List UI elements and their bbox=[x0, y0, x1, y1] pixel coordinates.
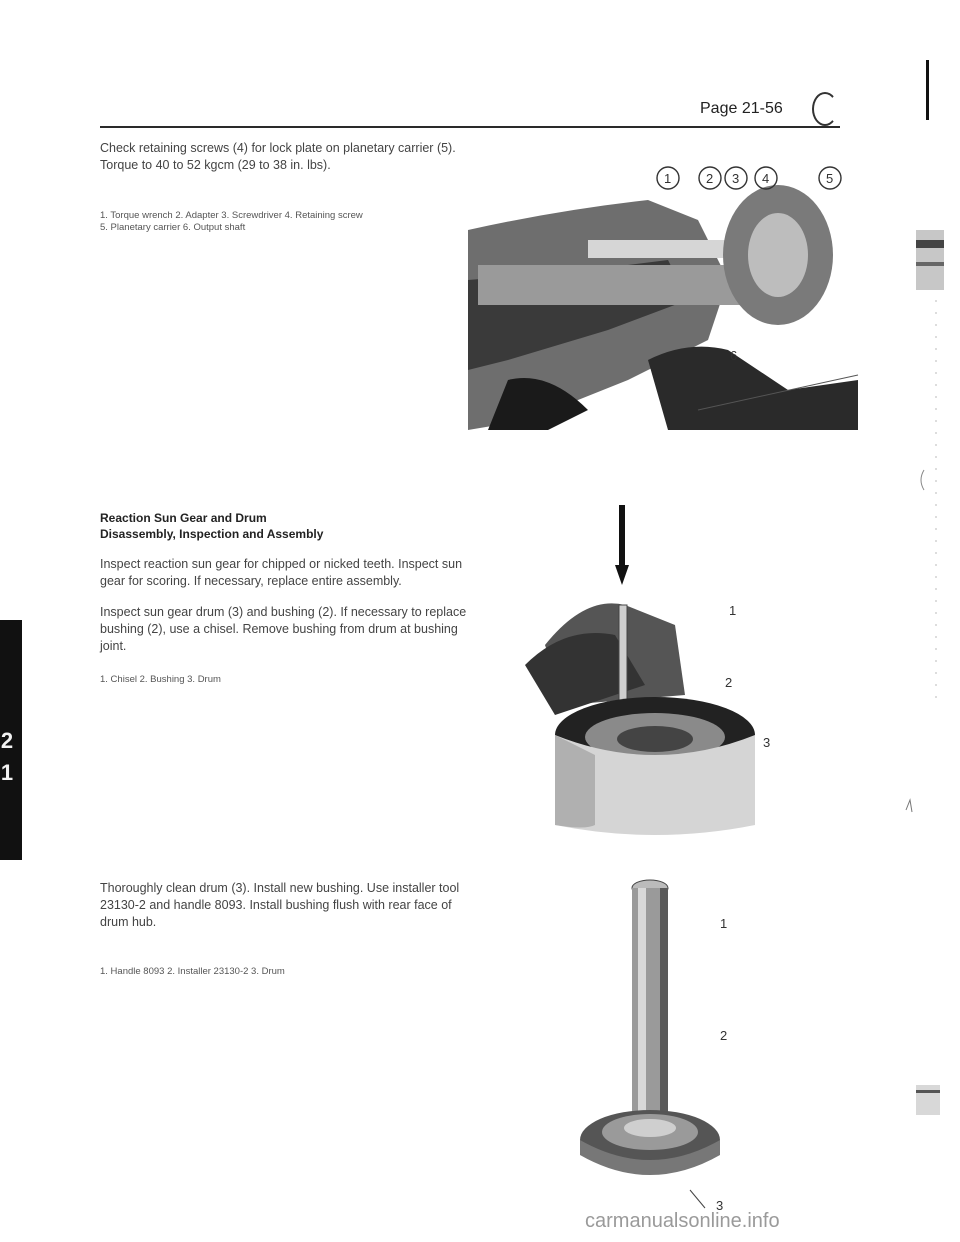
header-rule bbox=[100, 126, 840, 128]
callout-label: 2 bbox=[706, 171, 714, 186]
section-tab-digit: 1 bbox=[0, 760, 14, 785]
watermark: carmanualsonline.info bbox=[585, 1210, 780, 1232]
callout-label: 2 bbox=[725, 675, 733, 690]
page-corner-mark bbox=[812, 92, 838, 126]
section2-heading-line1: Reaction Sun Gear and Drum bbox=[100, 511, 267, 525]
section3-paragraph: Thoroughly clean drum (3). Install new bushing. Use installer tool 23130-2 and handle 8093. Install bushing flush with rear face of drum hub. bbox=[100, 881, 460, 929]
section2-heading-line2: Disassembly, Inspection and Assembly bbox=[100, 527, 324, 541]
callout-label: 3 bbox=[716, 1198, 724, 1213]
callout-label: 6 bbox=[730, 348, 738, 363]
callout-label: 5 bbox=[826, 171, 834, 186]
section1-paragraph: Check retaining screws (4) for lock plate on planetary carrier (5). Torque to 40 to 52 kgcm (29 to 38 in. lbs). bbox=[100, 141, 456, 172]
section-tab-digit: 2 bbox=[0, 728, 14, 753]
planetary-carrier-figure bbox=[468, 160, 858, 430]
section2-paragraph2: Inspect sun gear drum (3) and bushing (2). If necessary to replace bushing (2), use a chisel. Remove bushing from drum at bushing joint. bbox=[100, 605, 467, 653]
section2-paragraph1: Inspect reaction sun gear for chipped or nicked teeth. Inspect sun gear for scoring. If necessary, replace entire assembly. bbox=[100, 557, 463, 588]
callout-label: 2 bbox=[720, 1028, 728, 1043]
section1-caption-line1: 1. Torque wrench 2. Adapter 3. Screwdriver 4. Retaining screw bbox=[100, 210, 363, 221]
scan-edge-artifacts bbox=[896, 0, 956, 1242]
callout-label: 4 bbox=[762, 171, 770, 186]
callout-label: 1 bbox=[720, 916, 728, 931]
page-number: Page 21-56 bbox=[700, 100, 783, 117]
callout-label: 1 bbox=[729, 603, 737, 618]
installer-tool-figure bbox=[540, 870, 780, 1213]
callout-label: 1 bbox=[664, 171, 672, 186]
callout-label: 3 bbox=[732, 171, 740, 186]
callout-label: 3 bbox=[763, 735, 771, 750]
section1-caption-line2: 5. Planetary carrier 6. Output shaft bbox=[100, 222, 246, 233]
section-tab bbox=[0, 620, 22, 860]
section3-caption: 1. Handle 8093 2. Installer 23130-2 3. Drum bbox=[100, 966, 285, 977]
section2-caption: 1. Chisel 2. Bushing 3. Drum bbox=[100, 674, 221, 685]
sun-gear-drum-figure bbox=[505, 505, 805, 835]
